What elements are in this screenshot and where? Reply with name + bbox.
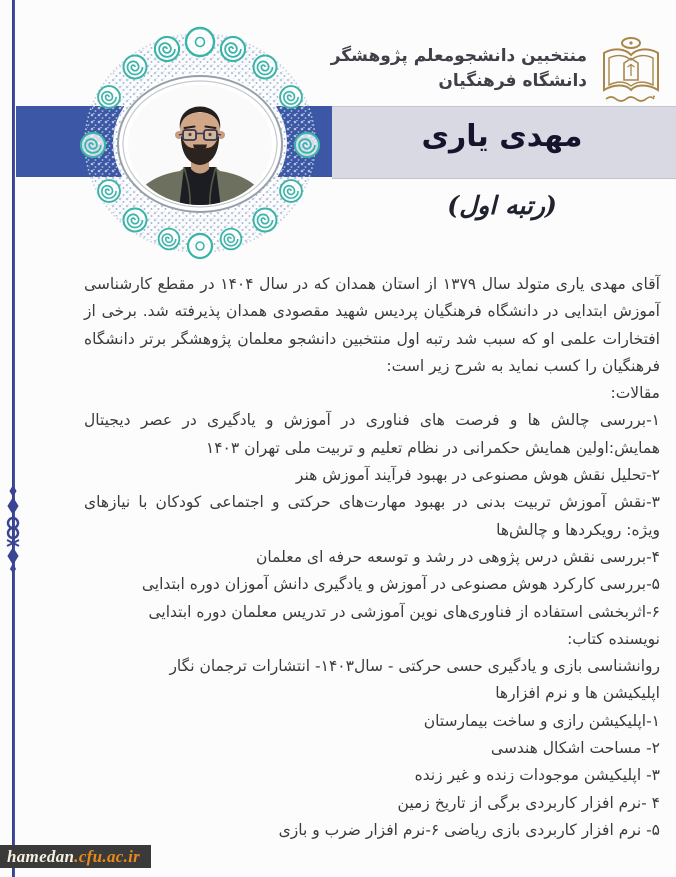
org-title-line1: منتخبین دانشجومعلم پژوهشگر xyxy=(330,46,587,66)
app-item: ۱-اپلیکیشن رازی و ساخت بیمارستان xyxy=(423,711,660,730)
articles-heading: مقالات: xyxy=(610,384,660,403)
apps-heading: اپلیکیشن ها و نرم افزارها xyxy=(495,684,660,703)
watermark-domain: .cfu.ac.ir xyxy=(74,846,141,866)
app-item: ۴ -نرم افزار کاربردی برگی از تاریخ زمین xyxy=(397,793,660,812)
bio-content xyxy=(84,271,660,844)
left-border-line xyxy=(12,0,15,877)
watermark-site: hamedan xyxy=(7,846,75,866)
book-heading: نویسنده کتاب: xyxy=(567,629,660,648)
book-title: روانشناسی بازی و یادگیری حسی حرکتی - سال۱۴۰۳- انتشارات ترجمان نگار xyxy=(169,657,660,676)
app-item: ۲- مساحت اشکال هندسی xyxy=(490,739,660,758)
rank-label: (رتبه اول) xyxy=(447,191,557,220)
apps-list xyxy=(84,708,660,844)
site-watermark xyxy=(0,845,151,868)
article-item: ۳-نقش آموزش تربیت بدنی در بهبود مهارت‌های حرکتی و اجتماعی کودکان با نیازهای ویژه: رویکردها و چالش‌ها xyxy=(84,493,660,539)
org-header xyxy=(331,36,668,106)
org-title-line2: دانشگاه فرهنگیان xyxy=(438,71,587,91)
article-item: ۲-تحلیل نقش هوش مصنوعی در بهبود فرآیند آموزش هنر xyxy=(295,466,660,485)
app-item: ۳- اپلیکیشن موجودات زنده و غیر زنده xyxy=(414,766,660,785)
article-item: ۵-بررسی کارکرد هوش مصنوعی در آموزش و یادگیری دانش آموزان دوره ابتدایی xyxy=(141,575,660,594)
org-title xyxy=(331,36,587,94)
app-item: ۵- نرم افزار کاربردی بازی ریاضی ۶-نرم افزار ضرب و بازی xyxy=(278,820,660,839)
farhangian-university-logo-icon xyxy=(594,36,668,106)
intro-paragraph: آقای مهدی یاری متولد سال ۱۳۷۹ از استان همدان که در سال ۱۴۰۴ در مقطع کارشناسی آموزش ابتدایی در دانشگاه فرهنگیان پردیس شهید مقصودی همدان پذیرفته شد. برخی از افتخارات علمی او که سبب شد رتبه اول منتخبین دانشجو معلمان پژوهشگر برتر دانشگاه فرهنگیان را کسب نماید به شرح زیر است: xyxy=(84,275,660,375)
article-item: ۱-بررسی چالش ها و فرصت های فناوری در آموزش و یادگیری در عصر دیجیتال همایش:اولین همایش حکمرانی در نظام تعلیم و تربیت ملی تهران ۱۴۰۳ xyxy=(84,411,660,457)
articles-list xyxy=(84,407,660,625)
article-item: ۴-بررسی نقش درس پژوهی در رشد و توسعه حرفه ای معلمان xyxy=(256,547,660,566)
article-item: ۶-اثربخشی استفاده از فناوری‌های نوین آموزشی در تدریس معلمان دوره ابتدایی xyxy=(148,602,660,621)
portrait-medallion xyxy=(69,15,333,267)
divider-ornament-icon xyxy=(2,484,24,572)
person-name: مهدی یاری xyxy=(421,119,583,154)
